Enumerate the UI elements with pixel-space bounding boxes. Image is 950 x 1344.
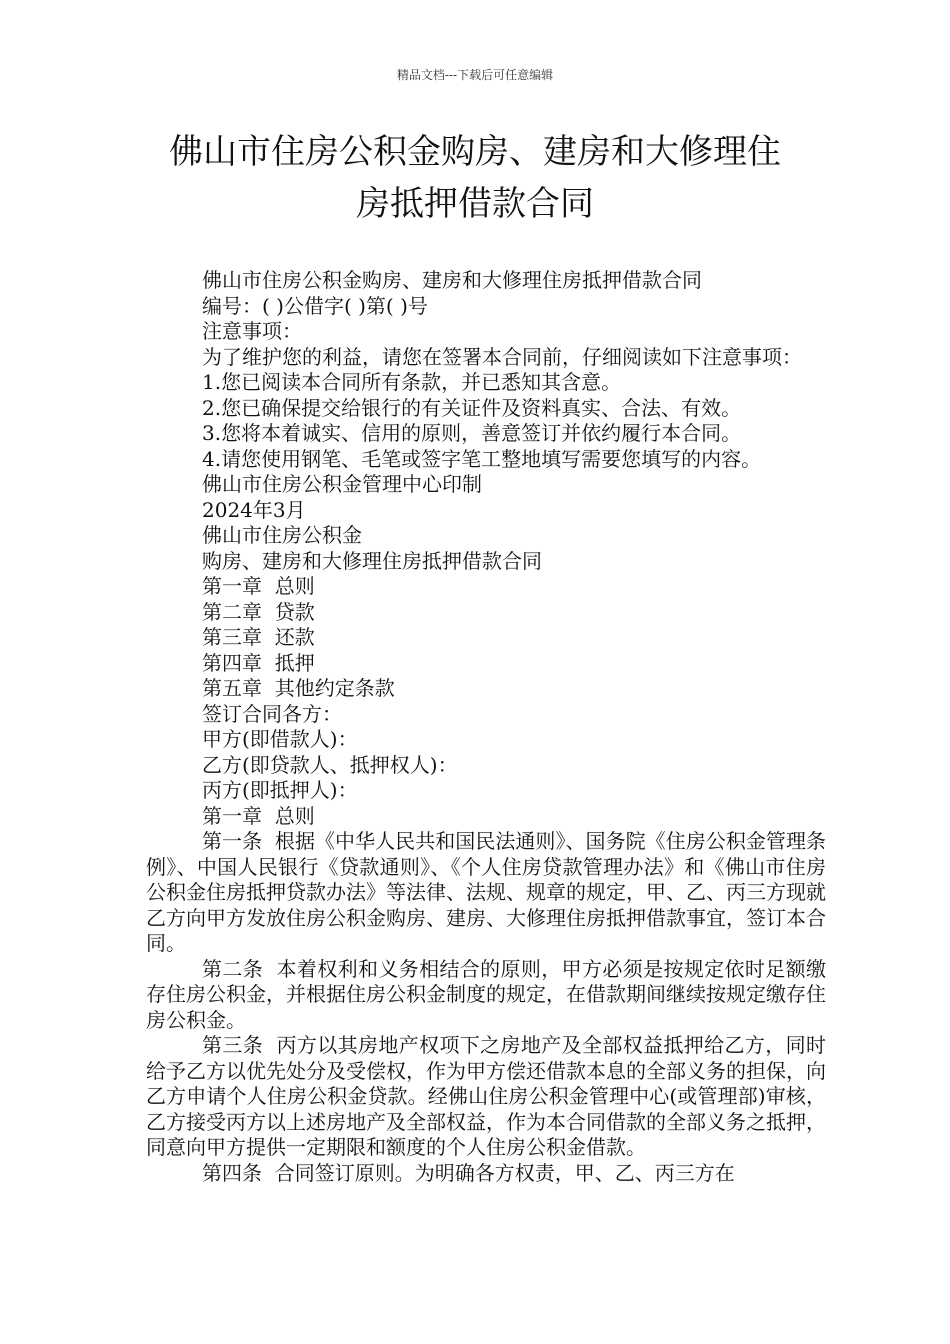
document-body [146,268,826,1186]
paragraph: 第五章 其他约定条款 [202,676,395,700]
paragraph: 第四章 抵押 [202,650,315,675]
document-title [110,126,840,230]
paragraph: 第三条 丙方以其房地产权项下之房地产及全部权益抵押给乙方，同时给予乙方以优先处分及受偿权，作为甲方偿还借款本息的全部义务的担保，向乙方申请个人住房公积金贷款。经佛山住房公积金管理中心(或管理部)审核，乙方接受丙方以上述房地产及全部权益，作为本合同借款的全部义务之抵押，同意向甲方提供一定期限和额度的个人住房公积金借款。 [146,1033,826,1159]
paragraph: 第三章 还款 [202,625,315,649]
paragraph: 注意事项： [202,319,302,343]
paragraph: 为了维护您的利益，请您在签署本合同前，仔细阅读如下注意事项： [202,344,802,369]
paragraph: 1.您已阅读本合同所有条款，并已悉知其含意。 [202,370,622,394]
paragraph: 2.您已确保提交给银行的有关证件及资料真实、合法、有效。 [202,395,742,420]
title-line: 佛山市住房公积金购房、建房和大修理住 [169,132,781,172]
page-header-note: 精品文档---下载后可任意编辑 [396,68,554,82]
paragraph: 第二章 贷款 [202,599,315,624]
paragraph: 第二条 本着权利和义务相结合的原则，甲方必须是按规定依时足额缴存住房公积金，并根据住房公积金制度的规定，在借款期间继续按规定缴存住房公积金。 [146,956,826,1032]
paragraph: 3.您将本着诚实、信用的原则，善意签订并依约履行本合同。 [202,421,742,445]
paragraph: 第四条 合同签订原则。为明确各方权责，甲、乙、丙三方在 [202,1160,735,1185]
paragraph: 佛山市住房公积金购房、建房和大修理住房抵押借款合同 [202,268,702,292]
paragraph: 签订合同各方： [202,701,342,726]
paragraph: 第一条 根据《中华人民共和国民法通则》、国务院《住房公积金管理条例》、中国人民银行《贷款通则》、《个人住房贷款管理办法》和《佛山市住房公积金住房抵押贷款办法》等法律、法规、规章的规定，甲、乙、丙三方现就乙方向甲方发放住房公积金购房、建房、大修理住房抵押借款事宜，签订本合同。 [146,829,826,955]
paragraph: 第一章 总则 [202,574,315,598]
paragraph: 甲方(即借款人)： [202,727,358,751]
paragraph: 2024年3月 [202,497,306,522]
paragraph: 编号：( )公借字( )第( )号 [202,293,428,318]
paragraph: 丙方(即抵押人)： [202,778,358,802]
paragraph: 第一章 总则 [202,803,315,828]
paragraph: 4.请您使用钢笔、毛笔或签字笔工整地填写需要您填写的内容。 [202,446,762,471]
paragraph: 乙方(即贷款人、抵押权人)： [202,752,458,777]
paragraph: 购房、建房和大修理住房抵押借款合同 [202,548,542,573]
paragraph: 佛山市住房公积金 [202,523,362,547]
title-line: 房抵押借款合同 [356,184,594,224]
paragraph: 佛山市住房公积金管理中心印制 [202,472,482,496]
